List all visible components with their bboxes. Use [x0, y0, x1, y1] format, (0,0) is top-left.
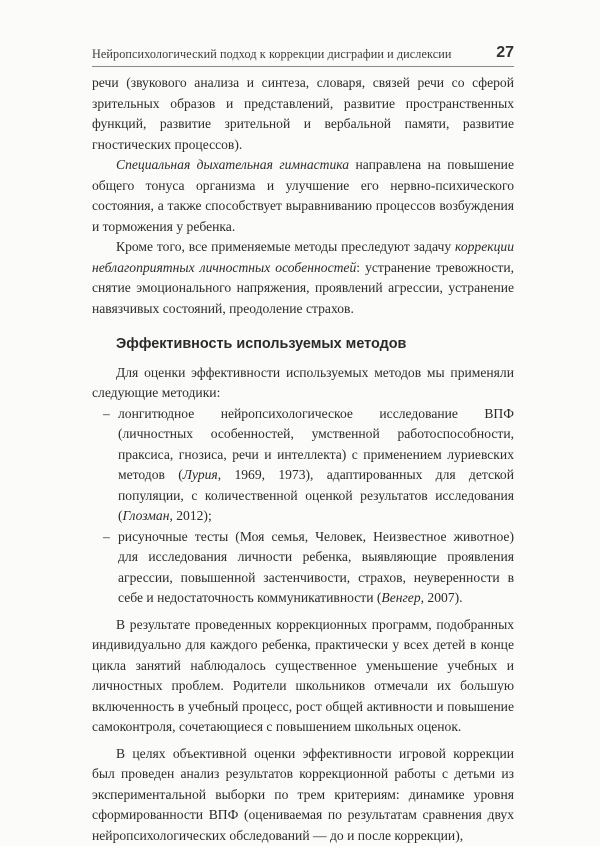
citation-author: Лурия: [183, 467, 218, 482]
paragraph-intro: Для оценки эффективности используемых методов мы применяли следующие методики:: [92, 363, 514, 404]
list-item: [118, 404, 514, 527]
citation-author: Глозман: [123, 508, 170, 523]
page-body: [92, 73, 514, 846]
paragraph-methods-goal: [92, 237, 514, 319]
list-item-text: , 2007).: [421, 590, 463, 605]
breathing-text: направлена на повышение общего тонуса организма и улучшение его нервно-психического состояния, а также способствует выравниванию процессов возбуждения и торможения у ребенка.: [92, 157, 514, 234]
running-title: Нейропсихологический подход к коррекции дисграфии и дислексии: [92, 47, 451, 62]
page-header: [92, 36, 514, 67]
section-heading: Эффективность используемых методов: [116, 334, 514, 355]
citation-author: Венгер: [381, 590, 420, 605]
list-item: [118, 527, 514, 609]
methods-goal-lead: Кроме того, все применяемые методы преследуют задачу: [116, 239, 455, 254]
paragraph-results: В результате проведенных коррекционных программ, подобранных индивидуально для каждого ребенка, практически у всех детей в конце цикла занятий наблюдалось существенное уменьшение учебных и личностных проблем. Родители школьников отмечали их большую включенность в учебный процесс, рост общей активности и повышение самоконтроля, сочетающиеся с повышением школьных оценок.: [92, 615, 514, 738]
list-item-text: рисуночные тесты (Моя семья, Человек, Неизвестное животное) для исследования личности ребенка, выявляющие проявления агрессии, повышенной застенчивости, страхов, неуверенности в себе и недостаточность коммуникативности (: [118, 529, 514, 606]
page-number: 27: [496, 44, 514, 62]
breathing-term: Специальная дыхательная гимнастика: [116, 157, 349, 172]
paragraph-objective: В целях объективной оценки эффективности игровой коррекции был проведен анализ результатов коррекционной работы с детьми из экспериментальной выборки по трем критериям: динамике уровня сформированности ВПФ (оцениваемая по результатам сравнения двух нейропсихологических обследований — до и после коррекции),: [92, 744, 514, 846]
paragraph-breathing: [92, 155, 514, 237]
list-item-text: , 1969, 1973), адаптированных для детской популяции, с количественной оценкой результатов исследования (: [118, 467, 514, 523]
methods-goal-term: коррекции неблагоприятных личностных особенностей: [92, 239, 514, 275]
list-item-text: лонгитюдное нейропсихологическое исследование ВПФ (личностных особенностей, умственной работоспособности, праксиса, гнозиса, речи и интеллекта) с применением луриевских методов (: [118, 406, 514, 483]
methods-goal-text: : устранение тревожности, снятие эмоционального напряжения, проявлений агрессии, устранение навязчивых состояний, преодоление страхов.: [92, 260, 514, 316]
paragraph-continued: речи (звукового анализа и синтеза, словаря, связей речи со сферой зрительных образов и представлений, развитие пространственных функций, развитие зрительной и вербальной памяти, развитие гностических процессов).: [92, 73, 514, 155]
list-item-text: , 2012);: [169, 508, 211, 523]
methods-list: [92, 404, 514, 609]
